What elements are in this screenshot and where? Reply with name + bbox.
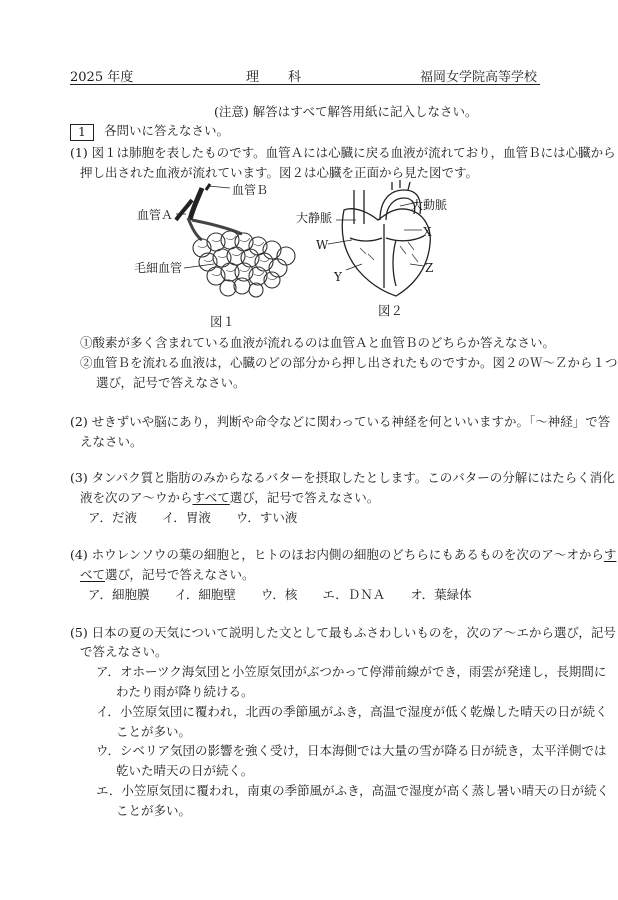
q3-options: ア．だ液 イ．胃液 ウ．すい液 [88,510,298,525]
q5-choice-e-line-1: エ．小笠原気団に覆われ，南東の季節風がふき，高温で湿度が高く蒸し暑い晴天の日が続く [96,783,610,798]
q5-line-1: (5) 日本の夏の天気について説明した文として最もふさわしいものを，次のア～エから選び，記号 [70,625,616,640]
q5-line-2: で答えなさい。 [80,644,168,659]
fig1-label-vessel-b: 血管Ｂ [232,183,269,197]
section-title: 各問いに答えなさい。 [104,123,230,138]
q4-line-2-post: 選び，記号で答えなさい。 [105,567,255,582]
fig2-label-vena-cava: 大静脈 [296,211,333,225]
q2-line-2: えなさい。 [80,434,143,449]
fig2-label-x: X [423,225,432,239]
q3-line-1: (3) タンパク質と脂肪のみからなるバターを摂取したとします。このバターの分解にはたらく消化 [70,470,615,485]
q1-sub-2-line-1: ②血管Ｂを流れる血液は，心臓のどの部分から押し出されたものですか。図２のＷ～Ｚから１つ [80,355,618,370]
q4-line-1-pre: (4) ホウレンソウの葉の細胞と，ヒトのほお内側の細胞のどちらにもあるものを次のア～オから [70,547,604,562]
figure-1-caption: 図１ [210,314,236,329]
q2-line-1: (2) せきずいや脳にあり，判断や命令などに関わっている神経を何といいますか。「～神経」で答 [70,414,611,429]
q4-line-2 [80,565,255,585]
fig1-label-vessel-a: 血管Ａ [137,208,174,222]
header-rule [70,84,540,85]
q3-line-2-pre: 液を次のア～ウから [80,490,193,505]
q5-choice-a-line-1: ア．オホーツク海気団と小笠原気団がぶつかって停滞前線ができ，雨雲が発達し，長期間に [96,664,607,679]
q5-choice-u-line-2: 乾いた晴天の日が続く。 [116,763,254,778]
q5-choice-i-line-1: イ．小笠原気団に覆われ，北西の季節風がふき，高温で湿度が低く乾燥した晴天の日が続く [96,704,608,719]
q4-underline-su: す [603,547,617,562]
fig2-label-z: Z [425,261,434,275]
q5-choice-e-line-2: ことが多い。 [116,803,192,818]
figure-1-alveoli [132,180,312,310]
q5-choice-u-line-1: ウ．シベリア気団の影響を強く受け，日本海側では大量の雪が降る日が続き，太平洋側では [96,743,607,758]
q1-line-1: (1) 図１は肺胞を表したものです。血管Ａには心臓に戻る血液が流れており，血管Ｂには心臓から [70,145,616,160]
q4-options: ア．細胞膜 イ．細胞壁 ウ．核 エ．ＤＮＡ オ．葉緑体 [88,587,472,602]
q5-choice-i-line-2: ことが多い。 [116,724,192,739]
header-school: 福岡女学院高等学校 [420,70,538,85]
fig2-label-y: Y [334,270,342,284]
q3-underline-all: すべて [192,490,230,505]
q1-line-2: 押し出された血液が流れています。図２は心臓を正面から見た図です。 [80,165,479,180]
q1-sub-2-line-2: 選び，記号で答えなさい。 [96,375,246,390]
q4-line-1 [70,545,616,565]
notice: (注意) 解答はすべて解答用紙に記入しなさい。 [214,104,478,119]
q3-line-2 [80,488,379,508]
fig2-label-aorta: 大動脈 [411,198,448,212]
fig1-label-capillary: 毛細血管 [134,261,183,275]
header-year: 2025 年度 [70,70,134,85]
q3-line-2-post: 選び，記号で答えなさい。 [229,490,380,505]
q4-underline-bete: べて [80,567,106,582]
q5-choice-a-line-2: わたり雨が降り続ける。 [116,684,254,699]
section-number-box: 1 [70,124,94,141]
header-subject: 理 科 [246,70,303,85]
q1-sub-1: ①酸素が多く含まれている血液が流れるのは血管Ａと血管Ｂのどちらか答えなさい。 [80,335,556,350]
fig2-label-w: W [316,238,329,252]
figure-2-caption: 図２ [378,303,404,318]
